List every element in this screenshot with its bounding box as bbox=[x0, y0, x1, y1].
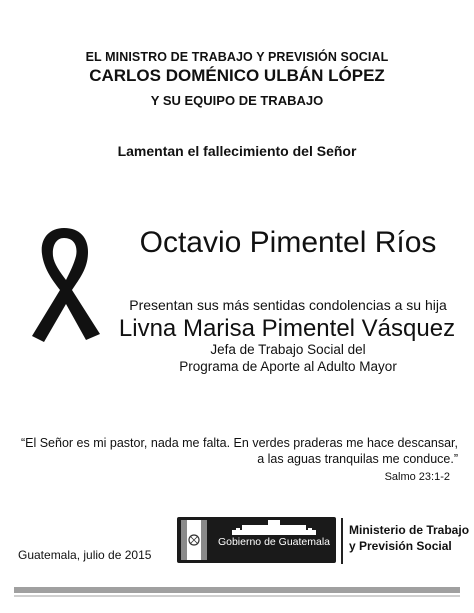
mourning-ribbon-icon bbox=[24, 224, 106, 346]
minister-name: CARLOS DOMÉNICO ULBÁN LÓPEZ bbox=[89, 66, 385, 85]
daughter-name: Livna Marisa Pimentel Vásquez bbox=[118, 315, 456, 342]
quote-line-1: “El Señor es mi pastor, nada me falta. En verdes praderas me hace descansar, bbox=[20, 436, 458, 450]
daughter-role-line-2: Programa de Aporte al Adulto Mayor bbox=[179, 359, 397, 374]
header-line-1: EL MINISTRO DE TRABAJO Y PREVISIÓN SOCIAL bbox=[85, 50, 389, 64]
quote-source: Salmo 23:1-2 bbox=[384, 471, 450, 483]
logo-divider bbox=[341, 518, 343, 564]
footer-bar bbox=[14, 587, 460, 593]
date-text: Guatemala, julio de 2015 bbox=[18, 548, 152, 562]
national-palace-icon bbox=[232, 520, 316, 536]
guatemala-seal-icon bbox=[181, 520, 207, 560]
daughter-role-line-1: Jefa de Trabajo Social del bbox=[210, 342, 366, 357]
government-logo-text: Gobierno de Guatemala bbox=[217, 536, 331, 548]
ministry-name bbox=[349, 522, 469, 554]
ministry-line-1: Ministerio de Trabajo bbox=[349, 523, 470, 537]
quote-line-2: a las aguas tranquilas me conduce.” bbox=[257, 452, 458, 466]
ministry-line-2: y Previsión Social bbox=[349, 539, 452, 553]
deceased-name: Octavio Pimentel Ríos bbox=[139, 226, 437, 259]
footer-bar-thin bbox=[14, 595, 460, 597]
announcement-text: Lamentan el fallecimiento del Señor bbox=[117, 143, 357, 159]
condolences-text: Presentan sus más sentidas condolencias a su hija bbox=[129, 297, 447, 313]
header-line-3: Y SU EQUIPO DE TRABAJO bbox=[150, 93, 324, 108]
